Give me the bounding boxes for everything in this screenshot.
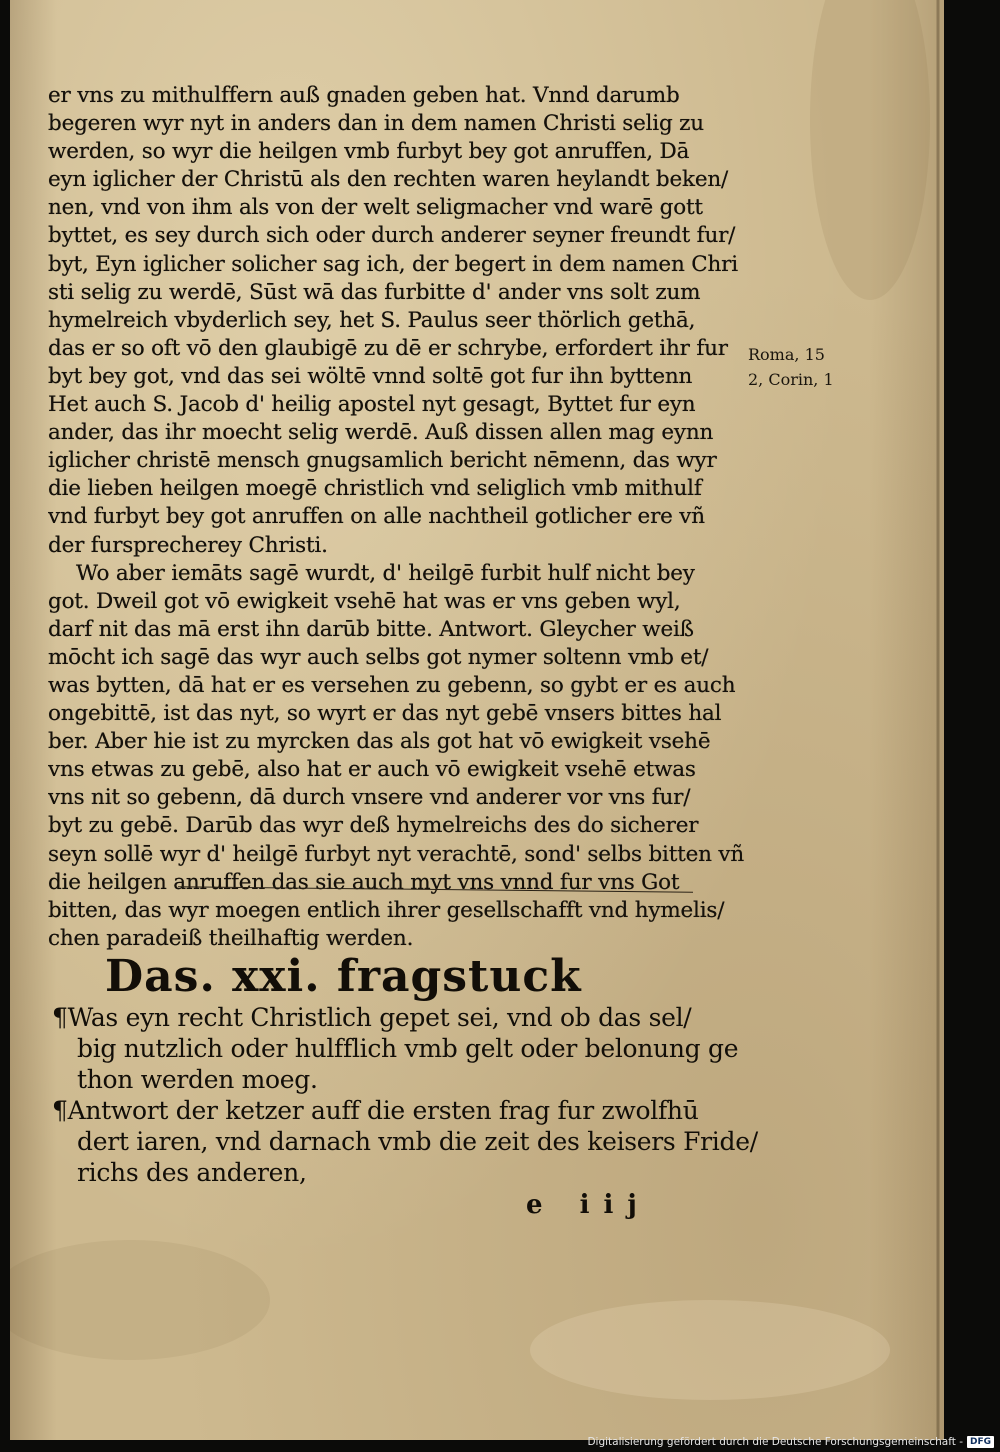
text-line: vnd furbyt bey got anruffen on alle nachtheil gotlicher ere vñ bbox=[48, 504, 705, 530]
main-text-block bbox=[48, 82, 748, 953]
question-line: ¶Was eyn recht Christlich gepet sei, vnd ob das sel/ bbox=[52, 1003, 692, 1032]
chapter-heading: Das. xxi. fragstuck bbox=[105, 951, 582, 1002]
answer-line: ¶Antwort der ketzer auff die ersten frag fur zwolfhū bbox=[52, 1096, 699, 1125]
text-line: hymelreich vbyderlich sey, het S. Paulus seer thörlich gethā, bbox=[48, 307, 696, 333]
margin-note: 2, Corin, 1 bbox=[748, 370, 834, 389]
text-line: werden, so wyr die heilgen vmb furbyt bey got anruffen, Dā bbox=[48, 139, 690, 165]
text-line: iglicher christē mensch gnugsamlich bericht nēmenn, das wyr bbox=[48, 448, 717, 474]
text-line: byttet, es sey durch sich oder durch anderer seyner freundt fur/ bbox=[48, 223, 736, 249]
text-line: begeren wyr nyt in anders dan in dem namen Christi selig zu bbox=[48, 111, 704, 137]
footer-text: Digitalisierung gefördert durch die Deutsche Forschungsgemeinschaft - bbox=[587, 1436, 963, 1448]
text-line: ber. Aber hie ist zu myrcken das als got hat vō ewigkeit vsehē bbox=[48, 729, 711, 755]
signature-mark: e iij bbox=[526, 1190, 651, 1220]
margin-note: Roma, 15 bbox=[748, 345, 825, 364]
text-line: bitten, das wyr moegen entlich ihrer gesellschafft vnd hymelis/ bbox=[48, 897, 725, 923]
text-line: byt zu gebē. Darūb das wyr deß hymelreichs des do sicherer bbox=[48, 813, 699, 839]
question-line: big nutzlich oder hulfflich vmb gelt oder belonung ge bbox=[77, 1034, 739, 1063]
text-line: darf nit das mā erst ihn darūb bitte. Antwort. Gleycher weiß bbox=[48, 616, 694, 642]
dfg-logo-icon: DFG bbox=[967, 1436, 994, 1448]
question-line: thon werden moeg. bbox=[77, 1065, 318, 1094]
text-line: eyn iglicher der Christū als den rechten waren heylandt beken/ bbox=[48, 167, 729, 193]
answer-line: dert iaren, vnd darnach vmb die zeit des keisers Fride/ bbox=[77, 1127, 758, 1156]
text-line: chen paradeiß theilhaftig werden. bbox=[48, 925, 414, 951]
margin-notes bbox=[748, 342, 848, 392]
footer bbox=[587, 1436, 994, 1448]
answer-line: richs des anderen, bbox=[77, 1158, 307, 1187]
text-line: vns etwas zu gebē, also hat er auch vō ewigkeit vsehē etwas bbox=[48, 757, 696, 783]
text-line: nen, vnd von ihm als von der welt seligmacher vnd warē gott bbox=[48, 195, 703, 221]
text-line: die heilgen anruffen das sie auch myt vns vnnd fur vns Got bbox=[48, 869, 680, 895]
text-line: byt, Eyn iglicher solicher sag ich, der begert in dem namen Chri bbox=[48, 251, 738, 277]
text-line: er vns zu mithulffern auß gnaden geben hat. Vnnd darumb bbox=[48, 83, 680, 108]
book-page bbox=[10, 0, 944, 1440]
text-line: was bytten, dā hat er es versehen zu gebenn, so gybt er es auch bbox=[48, 672, 736, 698]
text-line: vns nit so gebenn, dā durch vnsere vnd anderer vor vns fur/ bbox=[48, 785, 691, 811]
text-line: seyn sollē wyr d' heilgē furbyt nyt verachtē, sond' selbs bitten vñ bbox=[48, 841, 745, 867]
text-line: sti selig zu werdē, Sūst wā das furbitte d' ander vns solt zum bbox=[48, 279, 701, 305]
text-line: Het auch S. Jacob d' heilig apostel nyt gesagt, Byttet fur eyn bbox=[48, 392, 696, 418]
question-block bbox=[52, 1002, 772, 1188]
text-line: ongebittē, ist das nyt, so wyrt er das nyt gebē vnsers bittes hal bbox=[48, 701, 722, 727]
text-line: Wo aber iemāts sagē wurdt, d' heilgē furbit hulf nicht bey bbox=[76, 560, 695, 586]
text-line: ander, das ihr moecht selig werdē. Auß dissen allen mag eynn bbox=[48, 420, 714, 446]
text-line: byt bey got, vnd das sei wöltē vnnd soltē got fur ihn byttenn bbox=[48, 363, 693, 389]
text-line: der fursprecherey Christi. bbox=[48, 532, 328, 558]
text-line: die lieben heilgen moegē christlich vnd seliglich vmb mithulf bbox=[48, 476, 702, 502]
text-line: mōcht ich sagē das wyr auch selbs got nymer soltenn vmb et/ bbox=[48, 644, 709, 670]
text-line: das er so oft vō den glaubigē zu dē er schrybe, erfordert ihr fur bbox=[48, 335, 728, 361]
text-line: got. Dweil got vō ewigkeit vsehē hat was er vns geben wyl, bbox=[48, 588, 681, 614]
